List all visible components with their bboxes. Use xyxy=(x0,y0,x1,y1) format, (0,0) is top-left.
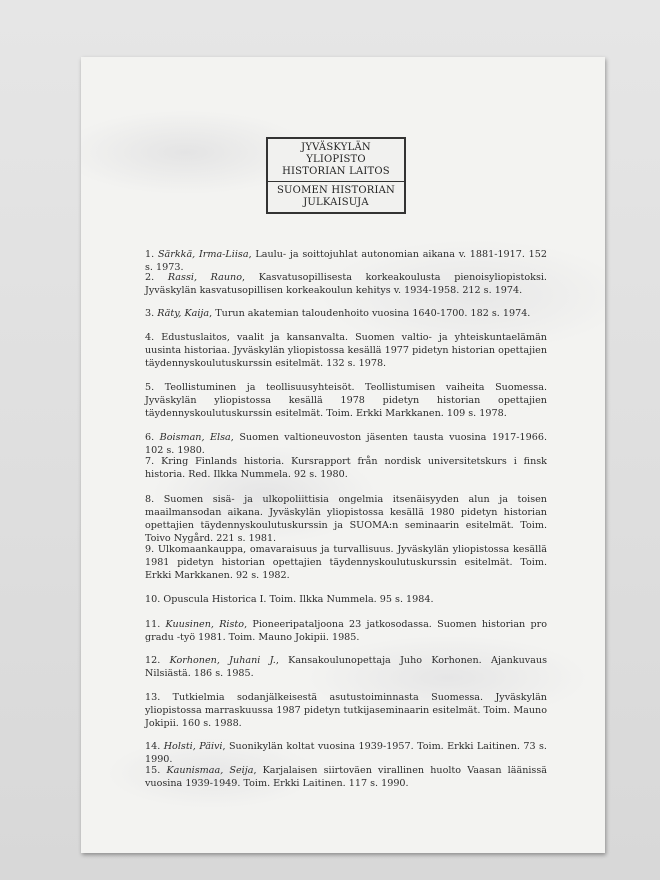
item-text: , Turun akatemian taloudenhoito vuosina 1640-1700. 182 s. 1974. xyxy=(209,308,531,319)
item-number: 6. xyxy=(145,432,155,443)
item-number: 14. xyxy=(145,741,161,752)
item-number: 12. xyxy=(145,655,161,666)
item-author: Kaunismaa, Seija xyxy=(166,765,254,776)
publication-item xyxy=(145,271,547,297)
item-text: , Pioneeripataljoona 23 jatkosodassa. Suomen historian pro gradu -työ 1981. Toim. Mauno Jokipii. 1985. xyxy=(145,619,547,643)
series-title-line-2: JULKAISUJA xyxy=(303,197,369,208)
item-text: , Suonikylän koltat vuosina 1939-1957. Toim. Erkki Laitinen. 73 s. 1990. xyxy=(145,741,547,765)
item-text: , Laulu- ja soittojuhlat autonomian aikana v. 1881-1917. 152 s. 1973. xyxy=(145,249,547,273)
item-number: 2. xyxy=(145,272,155,283)
item-author: Räty, Kaija xyxy=(157,308,210,319)
item-author: Särkkä, Irma-Liisa xyxy=(157,249,249,260)
publication-item xyxy=(145,455,547,481)
publication-item xyxy=(145,740,547,766)
item-text: Ulkomaankauppa, omavaraisuus ja turvallisuus. Jyväskylän yliopistossa kesällä 1981 pidetyn historian opettajien täydennyskoulutuskurssin esitelmät. Toim. Erkki Markkanen. 92 s. 1982. xyxy=(145,544,547,581)
publication-item xyxy=(145,593,547,606)
item-number: 11. xyxy=(145,619,161,630)
university-name: JYVÄSKYLÄN YLIOPISTO xyxy=(301,142,371,165)
item-number: 8. xyxy=(145,494,155,505)
book-back-cover xyxy=(81,57,605,853)
item-text: , Karjalaisen siirtoväen virallinen huolto Vaasan läänissä vuosina 1939-1949. Toim. Erkki Laitinen. 117 s. 1990. xyxy=(145,765,548,789)
item-number: 9. xyxy=(145,544,155,555)
publication-item xyxy=(145,654,547,680)
item-author: Kuusinen, Risto xyxy=(165,619,245,630)
series-heading xyxy=(268,181,404,212)
item-author: Boisman, Elsa xyxy=(159,432,231,443)
item-author: Korhonen, Juhani J. xyxy=(169,655,276,666)
publication-item xyxy=(145,431,547,457)
item-text: Opuscula Historica I. Toim. Ilkka Nummela. 95 s. 1984. xyxy=(163,594,434,605)
item-number: 13. xyxy=(145,692,161,703)
publication-item xyxy=(145,543,547,582)
item-text: Tutkielmia sodanjälkeisestä asutustoiminnasta Suomessa. Jyväskylän yliopistossa marraskuussa 1987 pidetyn tutkijaseminaarin esitelmät. Toim. Mauno Jokipii. 160 s. 1988. xyxy=(145,692,547,729)
item-number: 3. xyxy=(145,308,155,319)
item-text: Suomen sisä- ja ulkopoliittisia ongelmia itsenäisyyden alun ja toisen maailmansodan aikana. Jyväskylän yliopistossa kesällä 1980 pidetyn historian opettajien täydennyskoulutuskurssin ja SUOMA:n seminaarin esitelmät. Toim. Toivo Nygård. 221 s. 1981. xyxy=(145,494,547,544)
series-title-line-1: SUOMEN HISTORIAN xyxy=(277,185,395,196)
item-text: Edustuslaitos, vaalit ja kansanvalta. Suomen valtio- ja yhteiskuntaelämän uusinta historiaa. Jyväskylän yliopistossa kesällä 1977 pidetyn historian opettajien täydennyskoulutuskurssin esitelmät. 132 s. 1978. xyxy=(145,332,547,369)
item-text: Kring Finlands historia. Kursrapport från nordisk universitetskurs i finsk historia. Red. Ilkka Nummela. 92 s. 1980. xyxy=(145,456,547,480)
item-number: 4. xyxy=(145,332,155,343)
publication-item xyxy=(145,691,547,730)
institution-heading xyxy=(268,139,404,181)
item-number: 15. xyxy=(145,765,161,776)
item-number: 10. xyxy=(145,594,161,605)
item-text: , Suomen valtioneuvoston jäsenten tausta vuosina 1917-1966. 102 s. 1980. xyxy=(145,432,547,456)
item-text: Teollistuminen ja teollisuusyhteisöt. Teollistumisen vaiheita Suomessa. Jyväskylän yliopistossa kesällä 1978 pidetyn historian opettajien täydennyskoulutuskurssin esitelmät. Toim. Erkki Markkanen. 109 s. 1978. xyxy=(145,382,547,419)
item-author: Holsti, Päivi xyxy=(163,741,223,752)
department-name: HISTORIAN LAITOS xyxy=(282,166,390,177)
item-text: , Kansakoulunopettaja Juho Korhonen. Ajankuvaus Nilsiästä. 186 s. 1985. xyxy=(145,655,547,679)
publication-item xyxy=(145,618,547,644)
item-text: , Kasvatusopillisesta korkeakoulusta pienoisyliopistoksi. Jyväskylän kasvatusopillisen korkeakoulun kehitys v. 1934-1958. 212 s. 1974. xyxy=(145,272,547,296)
publication-item xyxy=(145,764,547,790)
publication-item xyxy=(145,493,547,545)
publication-item xyxy=(145,331,547,370)
publication-item xyxy=(145,381,547,420)
publication-item xyxy=(145,307,547,320)
item-author: Rassi, Rauno xyxy=(167,272,242,283)
item-number: 5. xyxy=(145,382,155,393)
item-number: 1. xyxy=(145,249,155,260)
item-number: 7. xyxy=(145,456,155,467)
series-header-box xyxy=(266,137,406,214)
